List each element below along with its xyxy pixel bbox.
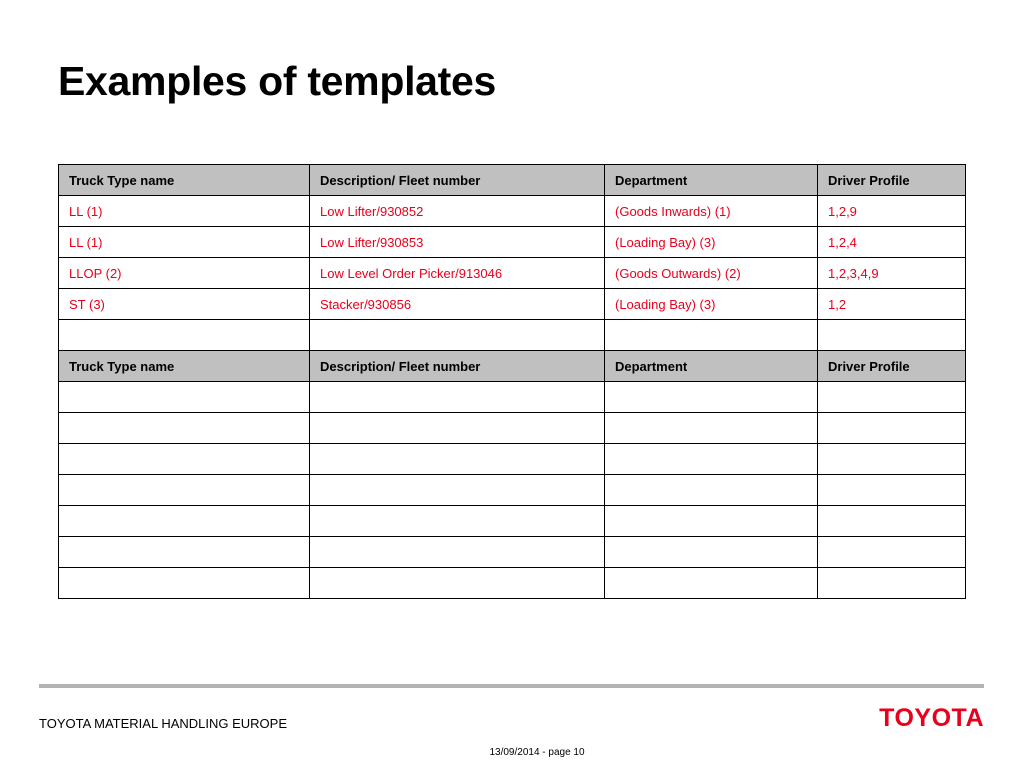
table-cell[interactable] bbox=[59, 506, 310, 537]
table-cell[interactable] bbox=[605, 320, 818, 351]
table-cell[interactable] bbox=[605, 537, 818, 568]
table-cell[interactable] bbox=[59, 320, 310, 351]
table-cell[interactable] bbox=[310, 506, 605, 537]
table-cell: Low Lifter/930852 bbox=[310, 196, 605, 227]
table-cell[interactable] bbox=[818, 444, 966, 475]
templates-table bbox=[58, 164, 966, 599]
table-cell[interactable] bbox=[310, 320, 605, 351]
toyota-logo: TOYOTA bbox=[879, 704, 984, 732]
table-header-row bbox=[59, 165, 966, 196]
table-cell: LL (1) bbox=[59, 196, 310, 227]
table-cell[interactable] bbox=[818, 475, 966, 506]
table-cell: Stacker/930856 bbox=[310, 289, 605, 320]
table-cell: (Goods Inwards) (1) bbox=[605, 196, 818, 227]
header-cell-department: Department bbox=[605, 351, 818, 382]
table-cell[interactable] bbox=[605, 568, 818, 599]
table-cell: (Loading Bay) (3) bbox=[605, 227, 818, 258]
table-cell: LLOP (2) bbox=[59, 258, 310, 289]
footer-divider bbox=[39, 684, 984, 688]
table-cell[interactable] bbox=[59, 537, 310, 568]
table-row-empty bbox=[59, 444, 966, 475]
header-cell-truck-type: Truck Type name bbox=[59, 351, 310, 382]
table-cell[interactable] bbox=[310, 568, 605, 599]
table-cell: 1,2,9 bbox=[818, 196, 966, 227]
table-row bbox=[59, 227, 966, 258]
table-header-row-template bbox=[59, 351, 966, 382]
header-cell-description: Description/ Fleet number bbox=[310, 351, 605, 382]
footer-company-name: TOYOTA MATERIAL HANDLING EUROPE bbox=[39, 716, 288, 731]
table-cell[interactable] bbox=[605, 506, 818, 537]
table-cell[interactable] bbox=[605, 475, 818, 506]
table-cell[interactable] bbox=[605, 444, 818, 475]
table-cell[interactable] bbox=[59, 413, 310, 444]
table-cell: ST (3) bbox=[59, 289, 310, 320]
table-cell[interactable] bbox=[310, 537, 605, 568]
header-cell-driver-profile: Driver Profile bbox=[818, 165, 966, 196]
table-row-empty bbox=[59, 568, 966, 599]
table-row bbox=[59, 196, 966, 227]
table-row bbox=[59, 289, 966, 320]
header-cell-description: Description/ Fleet number bbox=[310, 165, 605, 196]
footer-page-info: 13/09/2014 - page 10 bbox=[489, 747, 585, 758]
table-cell[interactable] bbox=[818, 537, 966, 568]
table-cell: 1,2 bbox=[818, 289, 966, 320]
table-cell[interactable] bbox=[59, 568, 310, 599]
table-cell[interactable] bbox=[59, 444, 310, 475]
table-row-empty bbox=[59, 320, 966, 351]
table-cell: 1,2,3,4,9 bbox=[818, 258, 966, 289]
header-cell-driver-profile: Driver Profile bbox=[818, 351, 966, 382]
table-cell[interactable] bbox=[310, 475, 605, 506]
table-row bbox=[59, 258, 966, 289]
table-cell: Low Level Order Picker/913046 bbox=[310, 258, 605, 289]
table-cell[interactable] bbox=[310, 444, 605, 475]
header-cell-truck-type: Truck Type name bbox=[59, 165, 310, 196]
table-cell: (Goods Outwards) (2) bbox=[605, 258, 818, 289]
table-cell[interactable] bbox=[818, 568, 966, 599]
table-cell[interactable] bbox=[59, 382, 310, 413]
table-row-empty bbox=[59, 506, 966, 537]
table-row-empty bbox=[59, 413, 966, 444]
table-cell: 1,2,4 bbox=[818, 227, 966, 258]
table-row-empty bbox=[59, 537, 966, 568]
table-cell[interactable] bbox=[605, 413, 818, 444]
table-row-empty bbox=[59, 382, 966, 413]
table-cell: Low Lifter/930853 bbox=[310, 227, 605, 258]
table-row-empty bbox=[59, 475, 966, 506]
header-cell-department: Department bbox=[605, 165, 818, 196]
table-cell[interactable] bbox=[818, 506, 966, 537]
slide-title: Examples of templates bbox=[58, 58, 497, 104]
table-cell: LL (1) bbox=[59, 227, 310, 258]
table-cell[interactable] bbox=[310, 382, 605, 413]
table-cell[interactable] bbox=[59, 475, 310, 506]
table-cell[interactable] bbox=[818, 320, 966, 351]
table-cell: (Loading Bay) (3) bbox=[605, 289, 818, 320]
table-cell[interactable] bbox=[818, 382, 966, 413]
table-cell[interactable] bbox=[310, 413, 605, 444]
table-cell[interactable] bbox=[605, 382, 818, 413]
table-cell[interactable] bbox=[818, 413, 966, 444]
